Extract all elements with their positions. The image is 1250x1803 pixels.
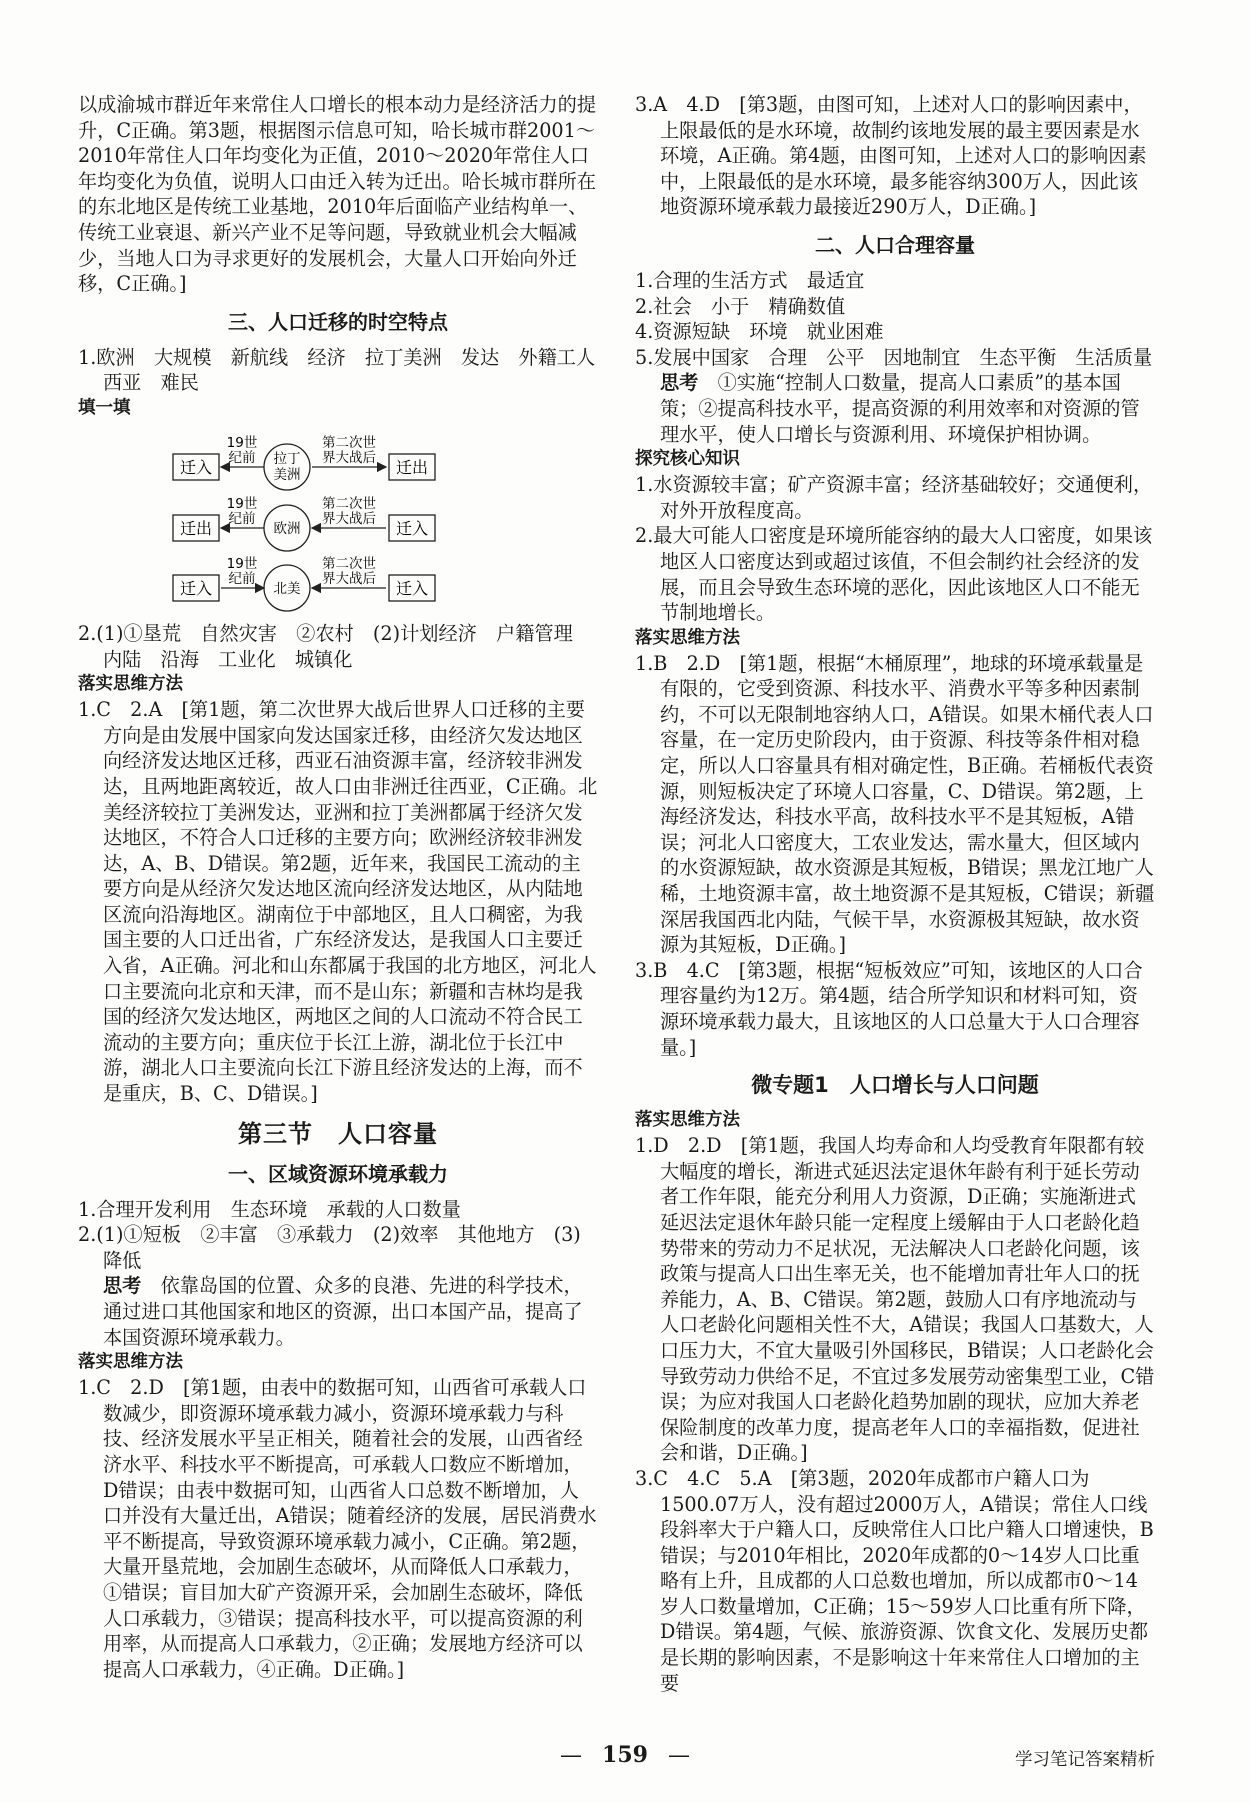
method-answer: 3.B 4.C [第3题，根据“短板效应”可知，该地区的人口合理容量约为12万。第4题，结合所学知识和材料可知，资源环境承载力最大，且该地区的人口总量大于人口合理容量。]	[635, 958, 1143, 1059]
fill-in-label: 填一填	[78, 397, 131, 418]
method-label: 落实思维方法	[78, 1352, 183, 1373]
think-text: ①实施“控制人口数量，提高人口素质”的基本国策；②提高科技水平，提高资源的利用效率和对资源的管理水平，使人口增长与资源利用、环境保护相协调。	[660, 371, 1140, 446]
footer-note: 学习笔记答案精析	[1015, 1750, 1155, 1770]
row2-after-label-b: 界大战后	[322, 510, 376, 527]
capacity-answer-1: 1.合理开发利用 生态环境 承载的人口数量	[78, 1197, 461, 1221]
left-intro-paragraph: 以成渝城市群近年来常住人口增长的根本动力是经济活力的提升，C正确。第3题，根据图示信息可知，哈长城市群2001～2010年常住人口年均变化为正值，2010～2020年常住人口年均变化为负值，说明人口由迁入转为迁出。哈长城市群所在的东北地区是传统工业基地，2010年后面临产业结构单一、传统工业衰退、新兴产业不足等问题，导致就业机会大幅减少，当地人口为寻求更好的发展机会，大量人口开始向外迁移，C正确。]	[78, 93, 597, 296]
method-answer: 3.C 4.C 5.A [第3题，2020年成都市户籍人口为1500.07万人，没有超过2000万人，A错误；常住人口线段斜率大于户籍人口，反映常住人口比户籍人口增速快，B错误；与2010年相比，2020年成都的0～14岁人口比重略有上升，且成都的人口总数也增加，所以成都市0～14岁人口数量增加，C正确；15～59岁人口比重有所下降，D错误。第4题，气候、旅游资源、饮食文化、发展历史都是长期的影响因素，不是影响这十年来常住人口增加的主要	[635, 1466, 1154, 1695]
row3-circle-text: 北美	[273, 580, 301, 597]
method-answer: 1.C 2.A [第1题，第二次世界大战后世界人口迁移的主要方向是由发展中国家向发达国家迁移，由经济欠发达地区向经济发达地区迁移，西亚石油资源丰富，经济较非洲发达，且两地距离较近，故人口由非洲迁往西亚，C正确。北美经济较拉丁美洲发达，亚洲和拉丁美洲都属于经济欠发达地区，不符合人口迁移的主要方向；欧洲经济较非洲发达，A、B、D错误。第2题，近年来，我国民工流动的主要方向是从经济欠发达地区流向经济发达地区，从内陆地区流向沿海地区。湖南位于中部地区，且人口稠密，为我国主要的人口迁出省，广东经济发达，是我国人口主要迁入省，A正确。河北和山东都属于我国的北方地区，河北人口主要流向北京和天津，而不是山东；新疆和吉林均是我国的经济欠发达地区，两地区之间的人口流动不符合民工流动的主要方向；重庆位于长江上游，湖北位于长江中游，湖北人口主要流向长江下游且经济发达的上海，而不是重庆，B、C、D错误。]	[78, 698, 598, 1106]
row1-circle-text-b: 美洲	[273, 466, 301, 483]
reasonable-answer-5: 5.发展中国家 合理 公平 因地制宜 生态平衡 生活质量	[635, 345, 1153, 369]
row1-right-box-text: 迁出	[395, 457, 429, 477]
row1-after-label-b: 界大战后	[322, 449, 376, 466]
row1-after-label-a: 第二次世	[322, 434, 376, 451]
row2-before-label-a: 19世	[226, 495, 258, 512]
right-column	[635, 92, 1155, 1696]
section-title-reasonable-capacity: 二、人口合理容量	[815, 232, 975, 257]
row3-before-label-b: 纪前	[228, 570, 256, 587]
row2-circle-text: 欧洲	[273, 520, 301, 537]
diagram-row-north-america	[173, 556, 435, 611]
row2-right-box-text: 迁入	[395, 518, 429, 538]
think-paragraph	[78, 1273, 598, 1350]
footer-dash-left: —	[560, 1743, 583, 1768]
row2-left-box-text: 迁出	[179, 518, 213, 538]
row3-before-label-a: 19世	[226, 555, 258, 572]
think-text: 依靠岛国的位置、众多的良港、先进的科学技术，通过进口其他国家和地区的资源，出口本国产品，提高了本国资源环境承载力。	[103, 1274, 583, 1349]
migration-answer-2: 2.(1)①垦荒 自然灾害 ②农村 (2)计划经济 户籍管理 内陆 沿海 工业化 城镇化	[78, 621, 592, 671]
right-intro-answer: 3.A 4.D [第3题，由图可知，上述对人口的影响因素中，上限最低的是水环境，故制约该地发展的最主要因素是水环境，A正确。第4题，由图可知，上述对人口的影响因素中，上限最低的是水环境，最多能容纳300万人，因此该地资源环境承载力最接近290万人，D正确。]	[635, 93, 1147, 219]
row1-before-label-b: 纪前	[228, 449, 256, 466]
core-answer-1: 1.水资源较丰富；矿产资源丰富；经济基础较好；交通便利，对外开放程度高。	[635, 473, 1153, 522]
row2-after-label-a: 第二次世	[322, 495, 376, 512]
page-number-text: 159	[602, 1742, 648, 1768]
method-label: 落实思维方法	[635, 627, 740, 648]
diagram-row-latin-america	[173, 435, 435, 490]
capacity-answer-2: 2.(1)①短板 ②丰富 ③承载力 (2)效率 其他地方 (3)降低	[78, 1223, 581, 1272]
section-title-capacity: 一、区域资源环境承载力	[228, 1161, 448, 1186]
method-label: 落实思维方法	[635, 1110, 740, 1131]
left-column	[78, 92, 615, 1682]
row3-right-box-text: 迁入	[395, 578, 429, 598]
migration-diagram-svg	[78, 427, 498, 617]
topic-title: 微专题1 人口增长与人口问题	[751, 1073, 1039, 1098]
method-answer: 1.B 2.D [第1题，根据“木桶原理”，地球的环境承载量是有限的，它受到资源、科技水平、消费水平等多种因素制约，不可以无限制地容纳人口，A错误。如果木桶代表人口容量，在一定历史阶段内，由于资源、科技等条件相对稳定，所以人口容量具有相对确定性，B正确。若桶板代表资源，则短板决定了环境人口容量，C、D错误。第2题，上海经济发达，科技水平高，故科技水平不是其短板，A错误；河北人口密度大，工农业发达，需水量大，但区域内的水资源短缺，故水资源是其短板，B错误；黑龙江地广人稀，土地资源丰富，故土地资源不是其短板，C错误；新疆深居我国西北内陆，气候干旱，水资源极其短缺，故水资源为其短板，D正确。]	[635, 651, 1155, 957]
diagram-row-europe	[173, 496, 435, 551]
reasonable-answer-4: 4.资源短缺 环境 就业困难	[635, 320, 884, 344]
row1-left-box-text: 迁入	[179, 457, 213, 477]
core-answer-2: 2.最大可能人口密度是环境所能容纳的最大人口密度，如果该地区人口密度达到或超过该值，不但会制约社会经济的发展，而且会导致生态环境的恶化，因此该地区人口不能无节制地增长。	[635, 524, 1153, 625]
migration-diagram	[78, 427, 598, 617]
chapter-title: 第三节 人口容量	[238, 1119, 438, 1148]
section-title-migration: 三、人口迁移的时空特点	[228, 309, 448, 334]
migration-answer-1: 1.欧洲 大规模 新航线 经济 拉丁美洲 发达 外籍工人 西亚 难民	[78, 345, 615, 395]
row1-circle-text-a: 拉丁	[273, 450, 301, 467]
footer-dash-right: —	[667, 1743, 690, 1768]
row3-after-label-a: 第二次世	[322, 555, 376, 572]
row3-after-label-b: 界大战后	[322, 570, 376, 587]
think-paragraph	[635, 370, 1155, 447]
think-label: 思考	[103, 1274, 142, 1298]
core-knowledge-label: 探究核心知识	[635, 449, 740, 470]
reasonable-answer-2: 2.社会 小于 精确数值	[635, 294, 846, 318]
reasonable-answer-1: 1.合理的生活方式 最适宜	[635, 268, 865, 292]
method-label: 落实思维方法	[78, 674, 183, 695]
think-label: 思考	[660, 371, 699, 395]
method-answer: 1.D 2.D [第1题，我国人均寿命和人均受教育年限都有较大幅度的增长，渐进式延迟法定退休年龄有利于延长劳动者工作年限，能充分利用人力资源，D正确；实施渐进式延迟法定退休年龄只能一定程度上缓解由于人口老龄化趋势带来的劳动力不足状况，无法解决人口老龄化问题，该政策与提高人口出生率无关，也不能增加青壮年人口的抚养能力，A、B、C错误。第2题，鼓励人口有序地流动与人口老龄化问题相关性不大，A错误；我国人口基数大，人口压力大，不宜大量吸引外国移民，B错误；人口老龄化会导致劳动力供给不足，不宜过多发展劳动密集型工业，C错误；为应对我国人口老龄化趋势加剧的现状，应加大养老保险制度的改革力度，提高老年人口的幸福指数，促进社会和谐，D正确。]	[635, 1134, 1155, 1465]
row2-before-label-b: 纪前	[228, 510, 256, 527]
row3-left-box-text: 迁入	[179, 578, 213, 598]
row1-before-label-a: 19世	[226, 434, 258, 451]
method-answer: 1.C 2.D [第1题，由表中的数据可知，山西省可承载人口数减少，即资源环境承载力减小，资源环境承载力与科技、经济发展水平呈正相关，随着社会的发展，山西省经济水平、科技水平不断提高，可承载人口数应不断增加，D错误；由表中数据可知，山西省人口总数不断增加，人口并没有大量迁出，A错误；随着经济的发展，居民消费水平不断提高，导致资源环境承载力减小，C正确。第2题，大量开垦荒地，会加剧生态破坏，从而降低人口承载力，①错误；盲目加大矿产资源开采，会加剧生态破坏，降低人口承载力，③错误；提高科技水平，可以提高资源的利用率，从而提高人口承载力，②正确；发展地方经济可以提高人口承载力，④正确。D正确。]	[78, 1376, 597, 1681]
